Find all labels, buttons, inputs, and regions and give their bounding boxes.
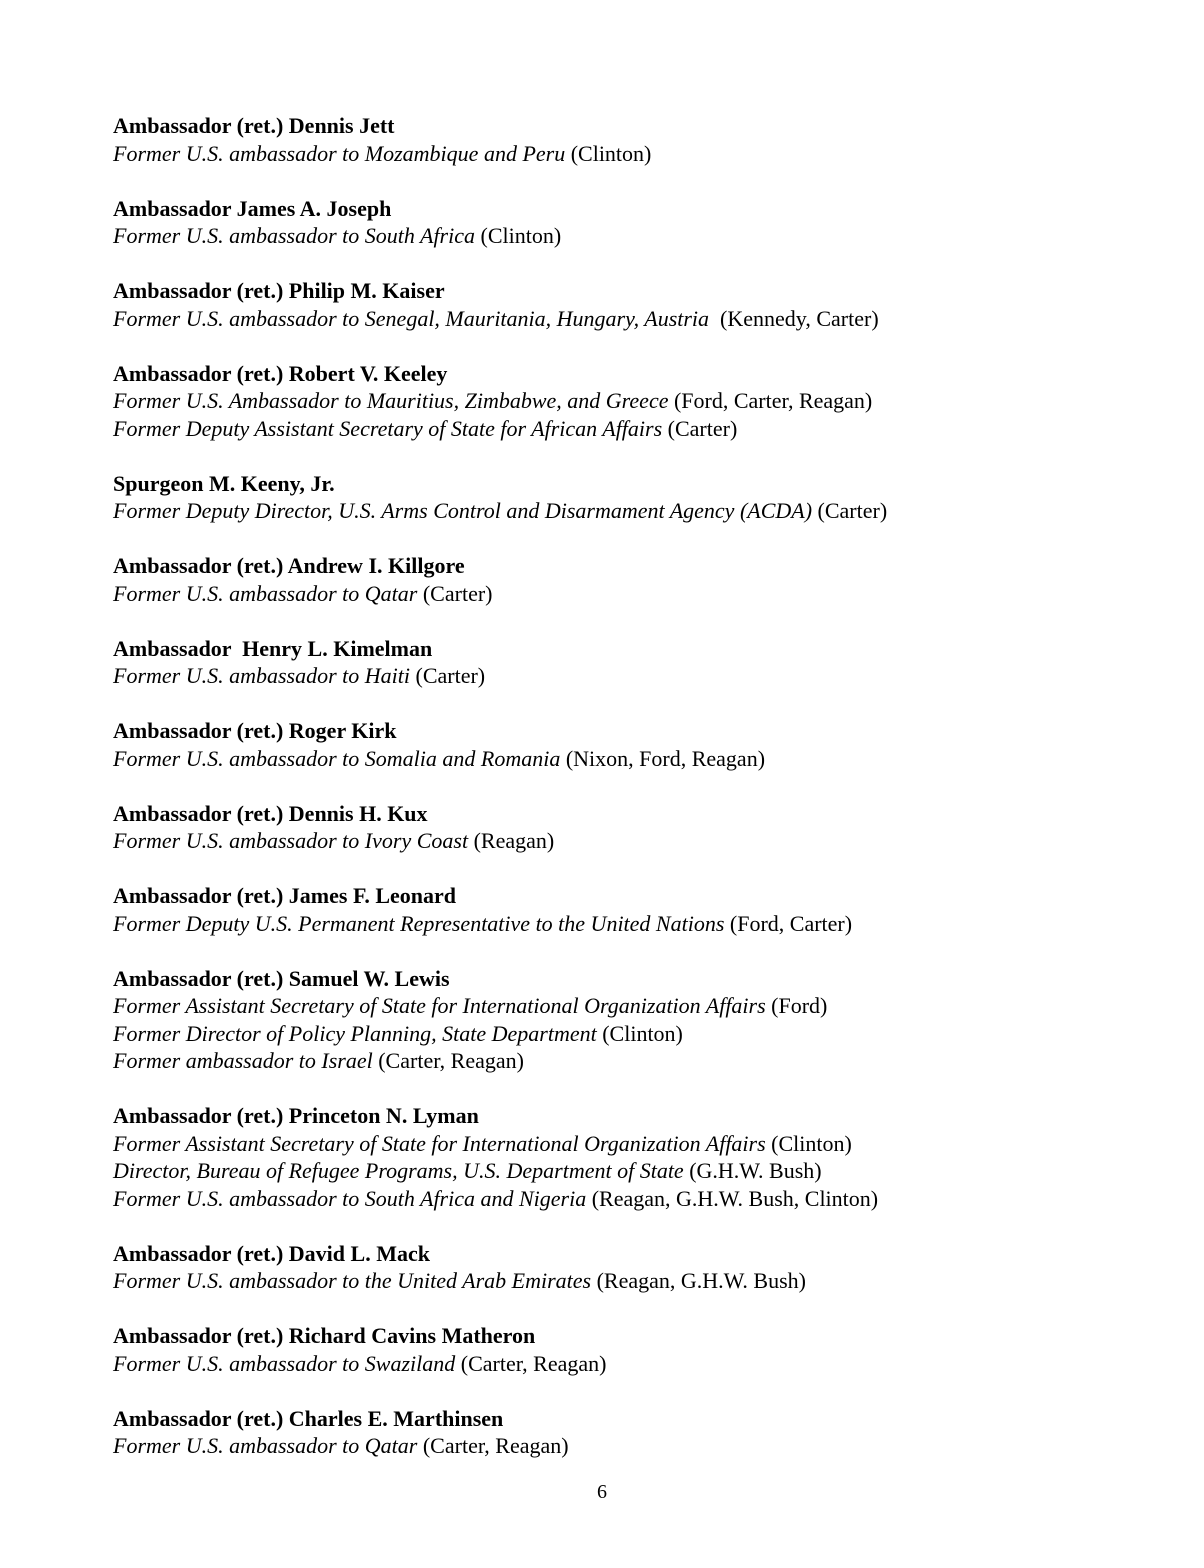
entry-role: Former Deputy Assistant Secretary of State for African Affairs [113, 415, 663, 441]
entry-line [113, 222, 1173, 250]
entry-role: Director, Bureau of Refugee Programs, U.S. Department of State [113, 1158, 684, 1183]
entry-administration: (Carter, Reagan) [372, 1048, 524, 1073]
entry-name: Ambassador (ret.) Robert V. Keeley [113, 360, 448, 386]
list-entry [113, 277, 1173, 332]
entry-line [113, 910, 1173, 938]
entry-role: Former Assistant Secretary of State for International Organization Affairs [113, 1130, 766, 1156]
entry-administration: (Carter) [417, 580, 493, 606]
entry-name: Ambassador (ret.) Princeton N. Lyman [113, 1103, 479, 1128]
list-entry [113, 1322, 1173, 1377]
entry-line [113, 1157, 1173, 1185]
entry-line [113, 1047, 1173, 1075]
entry-line [113, 662, 1173, 690]
entry-administration: (Carter) [410, 663, 486, 688]
entry-line [113, 1185, 1173, 1213]
entry-administration: (Carter, Reagan) [417, 1433, 569, 1458]
entry-line [113, 1020, 1173, 1048]
list-entry [113, 965, 1173, 1075]
list-entry [113, 717, 1173, 772]
list-entry [113, 635, 1173, 690]
entry-administration: (Clinton) [565, 140, 652, 166]
list-entry [113, 882, 1173, 937]
entry-line [113, 497, 1173, 525]
entry-administration: (G.H.W. Bush) [683, 1158, 822, 1183]
entry-role: Former U.S. ambassador to Ivory Coast [113, 828, 469, 853]
list-entry [113, 552, 1173, 607]
entry-name: Ambassador (ret.) Dennis H. Kux [113, 800, 428, 826]
list-entry [113, 1405, 1173, 1460]
entry-role: Former U.S. ambassador to Senegal, Mauritania, Hungary, Austria [113, 305, 710, 331]
entry-administration: (Reagan) [468, 828, 555, 853]
entry-administration: (Ford, Carter) [724, 910, 853, 936]
entry-administration: (Kennedy, Carter) [709, 305, 879, 331]
page-number: 6 [597, 1481, 607, 1503]
list-entry [113, 1240, 1173, 1295]
entry-line [113, 387, 1173, 415]
entry-administration: (Carter) [662, 415, 738, 441]
entry-line [113, 827, 1173, 855]
entry-line [113, 1267, 1173, 1295]
entry-administration: (Clinton) [765, 1130, 852, 1156]
entry-name: Ambassador (ret.) Philip M. Kaiser [113, 278, 445, 303]
entry-line [113, 1350, 1173, 1378]
entry-role: Former U.S. ambassador to Qatar [113, 580, 418, 606]
entry-role: Former U.S. ambassador to Qatar [113, 1433, 418, 1458]
entry-role: Former U.S. ambassador to Haiti [113, 663, 411, 688]
entry-line [113, 140, 1173, 168]
entry-role: Former Deputy U.S. Permanent Representative to the United Nations [113, 910, 725, 936]
entry-line [113, 745, 1173, 773]
list-entry [113, 195, 1173, 250]
list-entry [113, 360, 1173, 443]
entry-administration: (Reagan, G.H.W. Bush) [591, 1268, 806, 1293]
entry-administration: (Ford, Carter, Reagan) [668, 388, 873, 413]
entry-administration: (Carter) [812, 498, 888, 523]
entry-role: Former U.S. ambassador to Somalia and Romania [113, 745, 561, 771]
entry-administration: (Carter, Reagan) [455, 1350, 607, 1376]
entry-administration: (Ford) [765, 993, 828, 1018]
entry-name: Ambassador Henry L. Kimelman [113, 635, 433, 661]
entry-line [113, 1130, 1173, 1158]
entry-name: Ambassador (ret.) Dennis Jett [113, 113, 395, 138]
entry-role: Former Director of Policy Planning, State Department [113, 1020, 597, 1046]
entry-administration: (Nixon, Ford, Reagan) [560, 745, 766, 771]
ambassador-list [113, 112, 1173, 1487]
entry-name: Ambassador (ret.) Charles E. Marthinsen [113, 1405, 504, 1431]
list-entry [113, 470, 1173, 525]
entry-role: Former ambassador to Israel [113, 1048, 373, 1073]
entry-line [113, 415, 1173, 443]
entry-role: Former U.S. Ambassador to Mauritius, Zimbabwe, and Greece [113, 388, 669, 413]
entry-name: Spurgeon M. Keeny, Jr. [113, 470, 335, 496]
entry-name: Ambassador (ret.) Richard Cavins Matheron [113, 1323, 536, 1348]
entry-role: Former Assistant Secretary of State for International Organization Affairs [113, 993, 766, 1018]
entry-role: Former U.S. ambassador to Swaziland [113, 1350, 456, 1376]
entry-administration: (Clinton) [475, 223, 562, 248]
entry-line [113, 1432, 1173, 1460]
entry-role: Former U.S. ambassador to South Africa [113, 223, 475, 248]
entry-name: Ambassador James A. Joseph [113, 195, 392, 221]
entry-line [113, 992, 1173, 1020]
entry-administration: (Clinton) [596, 1020, 683, 1046]
entry-role: Former U.S. ambassador to the United Arab Emirates [113, 1268, 592, 1293]
entry-administration: (Reagan, G.H.W. Bush, Clinton) [586, 1185, 879, 1211]
entry-name: Ambassador (ret.) James F. Leonard [113, 883, 457, 908]
entry-role: Former Deputy Director, U.S. Arms Control and Disarmament Agency (ACDA) [113, 498, 813, 523]
entry-line [113, 305, 1173, 333]
list-entry [113, 1102, 1173, 1212]
entry-name: Ambassador (ret.) David L. Mack [113, 1240, 430, 1266]
entry-role: Former U.S. ambassador to Mozambique and Peru [113, 140, 566, 166]
entry-name: Ambassador (ret.) Samuel W. Lewis [113, 965, 450, 991]
entry-role: Former U.S. ambassador to South Africa and Nigeria [113, 1185, 587, 1211]
list-entry [113, 800, 1173, 855]
entry-name: Ambassador (ret.) Andrew I. Killgore [113, 553, 465, 578]
entry-line [113, 580, 1173, 608]
list-entry [113, 112, 1173, 167]
entry-name: Ambassador (ret.) Roger Kirk [113, 718, 397, 743]
